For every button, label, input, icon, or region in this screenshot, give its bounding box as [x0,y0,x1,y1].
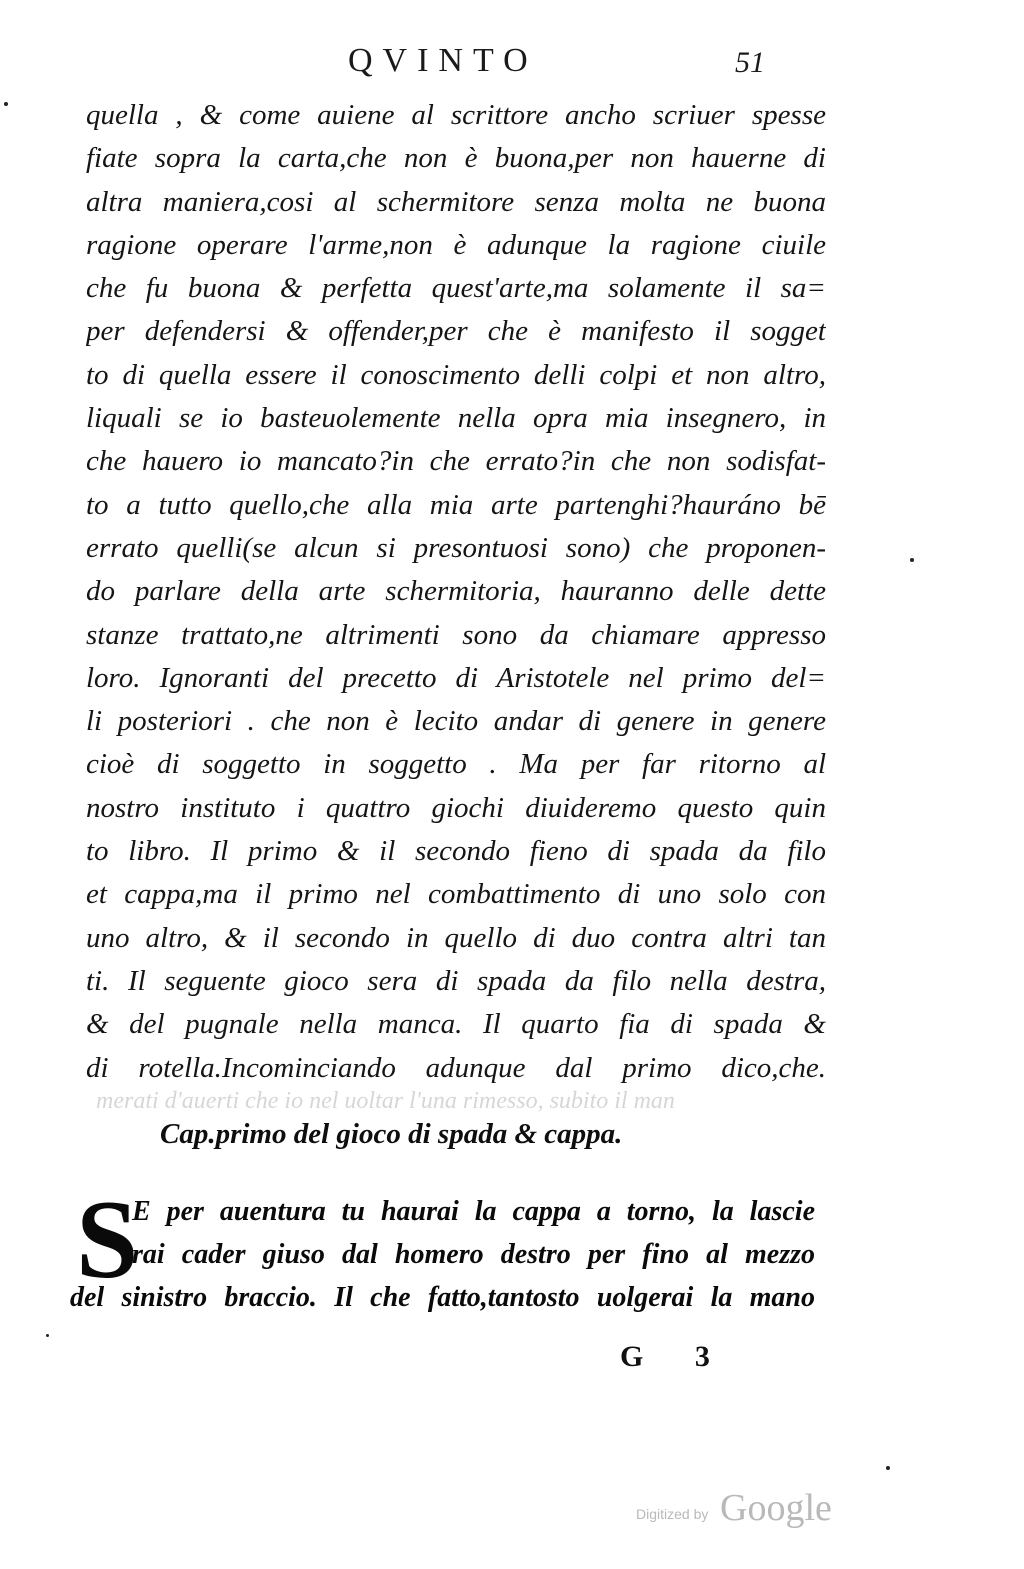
chapter-text [70,1178,815,1340]
text-line: che fu buona & perfetta quest'arte,ma solamente il sa= [86,272,826,305]
text-line: do parlare della arte schermitoria, hauranno delle dette [86,575,826,608]
text-line: li posteriori . che non è lecito andar di genere in genere [86,705,826,738]
signature-mark: G 3 [620,1340,732,1373]
text-line: et cappa,ma il primo nel combattimento di uno solo con [86,878,826,911]
text-line: che hauero io mancato?in che errato?in che non sodisfat- [86,445,826,478]
watermark-logo: Google [720,1487,832,1529]
text-line: to libro. Il primo & il secondo fieno di spada da filo [86,835,826,868]
text-line: errato quelli(se alcun si presontuosi sono) che proponen- [86,531,826,564]
text-line: rai cader giuso dal homero destro per fino al mezzo [132,1239,815,1270]
running-head [0,42,1024,92]
ink-speck [886,1466,890,1470]
body-text [86,94,826,1090]
running-title: QVINTO [348,42,538,79]
text-line: uno altro, & il secondo in quello di duo contra altri tan [86,921,826,954]
ink-speck [4,102,8,106]
show-through-text: merati d'auerti che io nel uoltar l'una rimesso, subito il man [96,1088,675,1114]
ink-speck [46,1334,49,1337]
page-number: 51 [735,46,765,79]
text-line: & del pugnale nella manca. Il quarto fia di spada & [86,1008,826,1041]
text-line: altra maniera,cosi al schermitore senza molta ne buona [86,185,826,218]
text-line: fiate sopra la carta,che non è buona,per non hauerne di [86,142,826,175]
text-line: to a tutto quello,che alla mia arte partenghi?hauráno bē [86,488,826,521]
text-line: ti. Il seguente gioco sera di spada da filo nella destra, [86,964,826,997]
text-line: liquali se io basteuolemente nella opra mia insegnero, in [86,402,826,435]
chapter-lines [70,1178,815,1319]
text-line: quella , & come auiene al scrittore ancho scriuer spesse [86,99,826,131]
text-line: nostro instituto i quattro giochi diuideremo questo quin [86,791,826,824]
digitized-watermark [636,1486,846,1536]
text-line: E per auentura tu haurai la cappa a torno, la lascie [132,1196,815,1227]
ink-speck [910,558,914,562]
text-line: di rotella.Incominciando adunque dal primo dico,che. [86,1051,826,1084]
text-line: to di quella essere il conoscimento delli colpi et non altro, [86,358,826,391]
text-line: cioè di soggetto in soggetto . Ma per far ritorno al [86,748,826,781]
text-line: ragione operare l'arme,non è adunque la ragione ciuile [86,228,826,261]
text-line: del sinistro braccio. Il che fatto,tantosto uolgerai la mano [70,1282,815,1313]
text-line: per defendersi & offender,per che è manifesto il sogget [86,315,826,348]
text-line: loro. Ignoranti del precetto di Aristotele nel primo del= [86,661,826,694]
watermark-prefix: Digitized by [636,1506,709,1522]
text-line: stanze trattato,ne altrimenti sono da chiamare appresso [86,618,826,651]
drop-cap: S [76,1178,139,1302]
chapter-heading: Cap.primo del gioco di spada & cappa. [160,1118,623,1150]
